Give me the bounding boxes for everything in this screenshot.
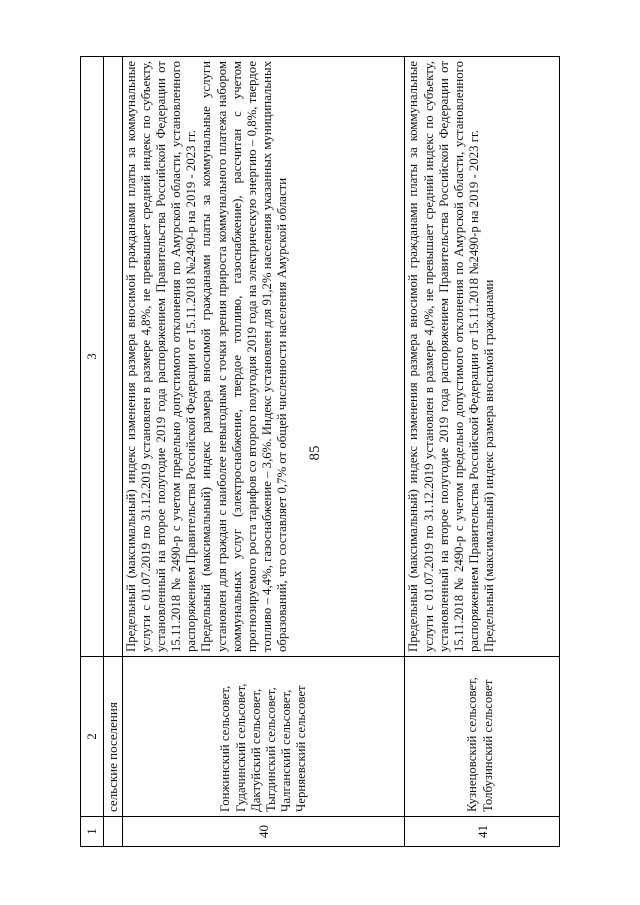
- description-paragraph: Предельный (максимальный) индекс изменения размера вносимой гражданами платы за коммунальные услуги с 01.07.2019 по 31.12.2019 установлен в размере 4,8%, не превышает средний индекс по субъекту, установленный на второе полугодие 2019 года распоряжением Правительства Российской Федерации от 15.11.2018 № 2490-р с учетом предельно допустимого отклонения по Амурской области, установленного распоряжением Правительства Российской Федерации от 15.11.2018 №2490-р на 2019 - 2023 гг.: [124, 61, 199, 652]
- description-continuation: Предельный (максимальный) индекс размера вносимой гражданами: [481, 279, 496, 652]
- municipality-names: Кузнецовский сельсовет, Толбузинский сельсовет: [405, 657, 560, 817]
- section-row: [104, 57, 123, 847]
- page-number: 85: [306, 445, 323, 461]
- table-row: [405, 57, 560, 847]
- row-number: 41: [405, 817, 560, 847]
- tariff-index-table: [80, 56, 560, 847]
- row-number: 40: [123, 817, 405, 847]
- column-header-1: 1: [81, 817, 104, 847]
- column-header-2: 2: [81, 657, 104, 817]
- table-row: [123, 57, 405, 847]
- rotated-table-container: [80, 57, 560, 847]
- municipality-names: Гонжинский сельсовет, Гудачинский сельсовет, Дактуйский сельсовет, Тыгдинский сельсовет, Чалганский сельсовет, Черняевский сельсовет: [123, 657, 405, 817]
- index-description: [123, 57, 405, 657]
- section-label: сельские поселения: [104, 657, 123, 817]
- description-paragraph: Предельный (максимальный) индекс размера вносимой гражданами платы за коммунальные услуги установлен для граждан с наиболее невыгодным с точки зрения прироста коммунального платежа набором коммунальных услуг (электроснабжение, твердое топливо, газоснабжение), рассчитан с учетом прогнозируемого роста тарифов со второго полугодия 2019 года на электрическую энергию – 0,8%, твердое топливо – 4,4%, газоснабжение – 3,6%. Индекс установлен для 91,2% населения указанных муниципальных образований, что составляет 0,7% от общей численности населения Амурской области: [199, 61, 289, 652]
- index-description: [405, 57, 560, 657]
- description-paragraph: Предельный (максимальный) индекс изменения размера вносимой гражданами платы за коммунальные услуги с 01.07.2019 по 31.12.2019 установлен в размере 4,0%, не превышает средний индекс по субъекту, установленный на второе полугодие 2019 года распоряжением Правительства Российской Федерации от 15.11.2018 № 2490-р с учетом предельно допустимого отклонения по Амурской области, установленного распоряжением Правительства Российской Федерации от 15.11.2018 №2490-р на 2019 - 2023 гг.: [406, 61, 481, 652]
- section-empty-cell: [104, 57, 123, 657]
- table-header-row: [81, 57, 104, 847]
- column-header-3: 3: [81, 57, 104, 657]
- section-empty-cell: [104, 817, 123, 847]
